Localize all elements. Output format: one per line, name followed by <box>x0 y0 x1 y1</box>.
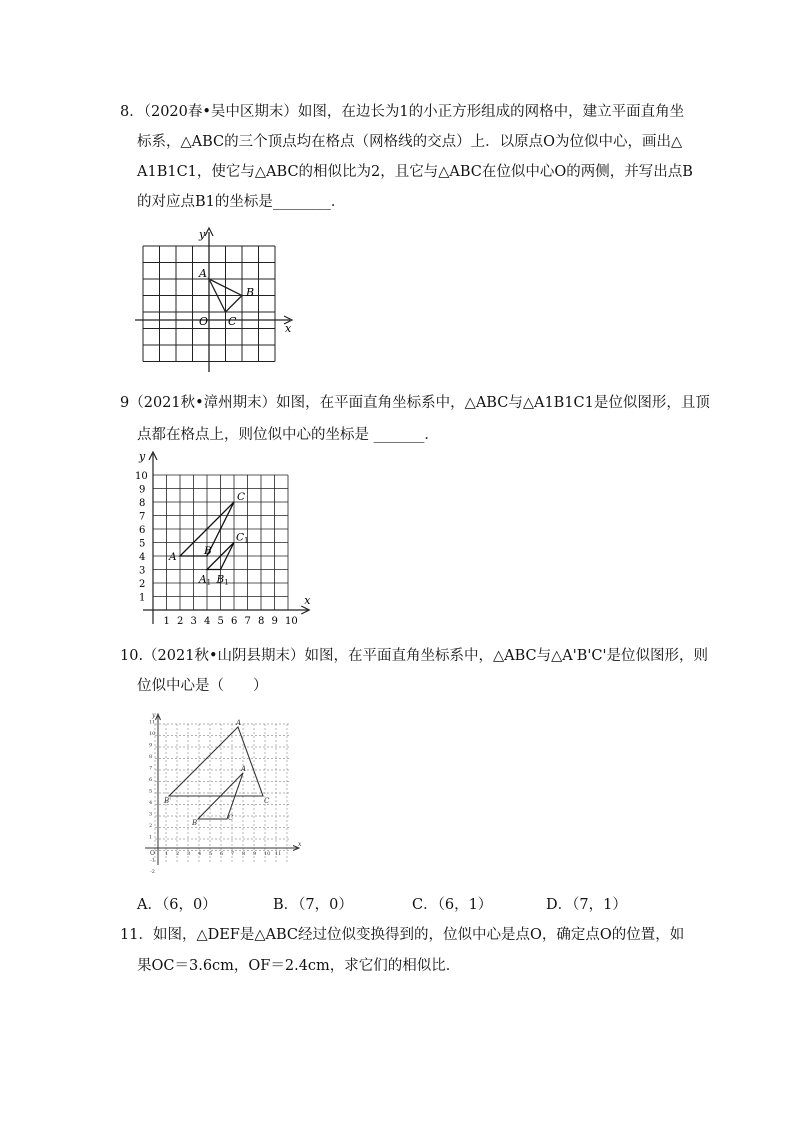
q10-x-label: x <box>298 841 302 848</box>
q10-y-tick: 7 <box>149 765 153 772</box>
x-tick-label: 2 <box>177 616 184 627</box>
q8-point-a: A <box>199 267 207 280</box>
option-d[interactable]: D．（7，1） <box>546 897 627 913</box>
q11-line-2: 果OC＝3.6cm，OF＝2.4cm，求它们的相似比． <box>137 958 461 974</box>
q10-y-label: y <box>152 712 156 719</box>
q10-y-tick: 6 <box>149 777 153 783</box>
y-tick-label: 8 <box>139 498 146 509</box>
y-tick-label: 6 <box>139 525 146 536</box>
q10-point-c-inner: C <box>228 814 234 822</box>
q11-line-1: 11．如图，△DEF是△ABC经过位似变换得到的，位似中心是点O，确定点O的位置，如 <box>120 927 685 943</box>
q8-point-c: C <box>228 315 237 328</box>
q10-y-tick: 8 <box>149 754 153 760</box>
q10-point-a-inner: A <box>241 765 247 773</box>
q8-line-4: 的对应点B1的坐标是________． <box>137 194 346 210</box>
y-tick-label: 4 <box>139 552 146 563</box>
x-tick-label: 5 <box>217 616 224 627</box>
q10-y-tick: 2 <box>149 823 153 829</box>
q10-neg-y-tick: -1 <box>150 857 155 864</box>
x-tick-label: 8 <box>258 616 265 627</box>
option-a[interactable]: A．（6，0） <box>137 897 217 913</box>
y-tick-label: 9 <box>139 484 146 496</box>
q8-x-label: x <box>285 322 292 335</box>
q10-y-tick: 10 <box>149 731 156 737</box>
q10-x-tick: 4 <box>198 851 202 857</box>
point-label-a: A <box>169 551 177 563</box>
q10-x-tick: 10 <box>264 851 271 857</box>
x-tick-label: 4 <box>204 616 211 627</box>
q10-y-tick: 11 <box>149 719 156 726</box>
q10-origin: O <box>150 850 155 857</box>
q10-figure <box>140 710 310 875</box>
x-tick-label: 6 <box>231 616 238 627</box>
q8-line-2: 标系，△ABC的三个顶点均在格点（网格线的交点）上．以原点O为位似中心，画出△ <box>137 134 683 150</box>
q10-line-2: 位似中心是（ ） <box>137 678 268 694</box>
q10-x-tick: 11 <box>275 851 282 857</box>
q10-x-tick: 5 <box>209 851 213 857</box>
q10-line-1: 10.（2021秋•山阴县期末）如图，在平面直角坐标系中，△ABC与△A'B'C'是位似图形，则 <box>120 648 708 664</box>
q10-y-tick: 5 <box>149 788 153 795</box>
q10-point-b-inner: B <box>192 819 198 827</box>
q8-figure <box>135 222 305 382</box>
x-tick-label: 9 <box>271 616 278 627</box>
q8-point-b: B <box>246 286 255 299</box>
q10-neg-y-tick: -2 <box>150 869 155 875</box>
point-label-c: C <box>237 491 246 503</box>
option-c[interactable]: C．（6，1） <box>412 897 493 913</box>
q8-y-label: y <box>199 228 206 241</box>
point-label-b: B <box>204 545 212 557</box>
q10-x-tick: 2 <box>176 851 180 857</box>
y-tick-label: 1 <box>139 592 146 604</box>
y-tick-label: 2 <box>139 579 146 590</box>
option-b[interactable]: B．（7，0） <box>273 897 353 913</box>
point-label-a1: A1 <box>199 573 212 587</box>
q9-line-2: 点都在格点上，则位似中心的坐标是 _______． <box>137 427 439 443</box>
q9-line-1: 9（2021秋•漳州期末）如图，在平面直角坐标系中，△ABC与△A1B1C1是位似图形，且顶 <box>120 395 710 411</box>
y-tick-label: 3 <box>139 565 146 577</box>
q10-point-a: A <box>236 719 242 727</box>
x-tick-label: 1 <box>163 616 170 627</box>
q10-x-tick: 9 <box>253 851 257 857</box>
x-tick-label: 10 <box>285 616 298 627</box>
q9-chart <box>130 448 340 638</box>
q10-y-tick: 1 <box>149 834 153 841</box>
q10-x-tick: 6 <box>220 851 224 857</box>
point-label-c1: C1 <box>236 531 249 545</box>
q10-y-tick: 3 <box>149 811 153 818</box>
q10-x-tick: 8 <box>242 851 246 857</box>
q10-x-tick: 3 <box>187 851 191 857</box>
q10-y-tick: 9 <box>149 742 153 749</box>
x-axis-label: x <box>304 594 311 607</box>
y-tick-label: 7 <box>139 511 146 523</box>
q10-y-tick: 4 <box>149 800 153 806</box>
q10-x-tick: 7 <box>231 851 235 857</box>
q10-x-tick: 1 <box>165 851 169 857</box>
q8-origin: O <box>199 315 209 328</box>
q10-point-c-outer: C <box>264 797 270 805</box>
x-tick-label: 3 <box>190 616 197 627</box>
q8-line-3: A1B1C1，使它与△ABC的相似比为2，且它与△ABC在位似中心O的两侧，并写出点B <box>137 164 693 180</box>
q10-point-b-prime: B' <box>164 797 172 805</box>
point-label-b1: B1 <box>216 573 229 587</box>
y-tick-label: 10 <box>135 471 148 482</box>
q8-line-1: 8．（2020春•吴中区期末）如图，在边长为1的小正方形组成的网格中，建立平面直角坐 <box>120 104 685 120</box>
y-axis-label: y <box>139 450 146 463</box>
x-tick-label: 7 <box>244 616 251 627</box>
y-tick-label: 5 <box>139 538 146 550</box>
